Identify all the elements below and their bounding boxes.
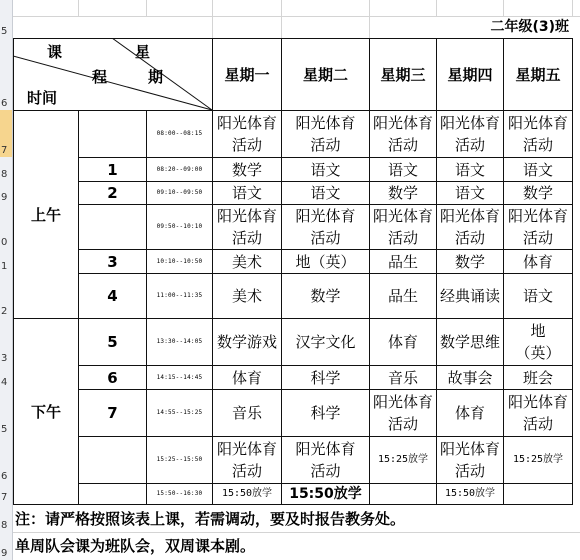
schedule-cell: 15:25放学: [512, 454, 564, 465]
schedule-cell: 15:50放学: [289, 486, 362, 502]
schedule-cell: [504, 484, 572, 504]
schedule-cell: 阳光体育活动: [372, 207, 433, 247]
schedule-cell: 数学: [522, 184, 553, 202]
schedule-cell: 体育: [387, 333, 418, 351]
day-header-wed: 星期三: [380, 65, 426, 84]
period-number: 4: [107, 287, 118, 305]
schedule-cell: 阳光体育活动: [216, 207, 277, 247]
row-number[interactable]: 4: [0, 365, 13, 389]
schedule-cell: 阳光体育活动: [295, 440, 356, 480]
period-number: 6: [107, 368, 118, 387]
schedule-cell: 阳光体育活动: [439, 440, 500, 480]
schedule-cell: 美术: [231, 252, 262, 271]
schedule-cell: 科学: [310, 404, 341, 422]
time-slot: 10:10--10:50: [156, 257, 203, 265]
period-number: 5: [107, 333, 118, 351]
schedule-cell: 阳光体育活动: [507, 207, 568, 247]
row-number[interactable]: 9: [0, 181, 13, 204]
day-header-mon: 星期一: [224, 65, 270, 84]
time-slot: 15:50--16:30: [156, 490, 203, 497]
header-label-xing: 星: [135, 43, 151, 61]
schedule-cell: 经典诵读: [439, 287, 500, 305]
header-label-cheng: 程: [92, 68, 108, 86]
row-number[interactable]: 8: [0, 157, 13, 181]
schedule-cell: 语文: [310, 184, 341, 202]
row-number[interactable]: 5: [0, 16, 13, 38]
schedule-cell: 语文: [231, 184, 262, 202]
schedule-cell: 15:50放学: [221, 488, 273, 499]
schedule-cell: 15:25放学: [377, 454, 429, 465]
class-label: 二年级(3)班: [490, 19, 569, 35]
schedule-cell: 语文: [454, 160, 485, 179]
schedule-cell: 体育: [454, 404, 485, 422]
schedule-cell: 汉字文化: [295, 333, 356, 351]
schedule-cell: 阳光体育活动: [507, 393, 568, 433]
time-slot: 11:00--11:35: [156, 292, 203, 299]
schedule-cell: 科学: [310, 368, 341, 387]
row-number[interactable]: 5: [0, 389, 13, 436]
row-number[interactable]: 2: [0, 273, 13, 318]
time-slot: 15:25--15:50: [156, 456, 203, 463]
schedule-cell: 语文: [522, 160, 553, 179]
time-slot: 09:10--09:50: [156, 189, 203, 196]
schedule-cell: 体育: [522, 252, 553, 271]
row-number[interactable]: 0: [0, 204, 13, 249]
schedule-cell: 数学游戏: [216, 333, 277, 351]
schedule-cell: 故事会: [447, 368, 493, 387]
time-slot: 08:20--09:00: [156, 165, 203, 173]
schedule-cell: 数学: [231, 160, 262, 179]
schedule-cell: 阳光体育活动: [439, 207, 500, 247]
schedule-cell: 语文: [454, 184, 485, 202]
period-number: 3: [107, 252, 118, 271]
schedule-cell: 阳光体育活动: [372, 393, 433, 433]
period-morning: 上午: [30, 205, 61, 224]
schedule-cell: 阳光体育活动: [295, 114, 356, 154]
schedule-cell: 音乐: [387, 368, 418, 387]
note-line-1: 注：请严格按照该表上课，若需调动，要及时报告教务处。: [15, 510, 406, 528]
period-number: 7: [107, 404, 118, 422]
schedule-cell: 数学思维: [439, 333, 500, 351]
time-slot: 14:15--14:45: [156, 373, 203, 381]
schedule-cell: 音乐: [231, 404, 262, 422]
time-slot: 14:55--15:25: [156, 409, 203, 416]
schedule-cell: 体育: [231, 368, 262, 387]
header-label-ke: 课: [47, 43, 63, 61]
row-number[interactable]: 6: [0, 436, 13, 483]
schedule-cell: 数学: [310, 287, 341, 305]
schedule-cell: 品生: [387, 252, 418, 271]
schedule-cell: 阳光体育活动: [439, 114, 500, 154]
row-number[interactable]: 7: [0, 110, 13, 157]
schedule-cell: 阳光体育活动: [507, 114, 568, 154]
period-number: 2: [107, 184, 118, 202]
row-number[interactable]: [0, 0, 13, 16]
period-afternoon: 下午: [30, 402, 61, 421]
time-slot: 09:50--10:10: [156, 223, 203, 230]
day-header-fri: 星期五: [515, 65, 561, 84]
schedule-cell: 品生: [387, 287, 418, 305]
header-label-qi: 期: [148, 68, 164, 86]
schedule-cell: 美术: [231, 287, 262, 305]
row-number[interactable]: 8: [0, 504, 13, 532]
schedule-cell: 语文: [387, 160, 418, 179]
schedule-cell: 数学: [454, 252, 485, 271]
row-number[interactable]: 6: [0, 38, 13, 110]
schedule-cell: 地（英）: [515, 322, 561, 362]
period-number: 1: [107, 160, 118, 179]
time-slot: 13:30--14:05: [156, 338, 203, 345]
row-number[interactable]: 7: [0, 483, 13, 504]
note-line-2: 单周队会课为班队会，双周课本剧。: [15, 537, 256, 555]
schedule-cell: 地（英）: [295, 252, 356, 271]
schedule-cell: 数学: [387, 184, 418, 202]
row-number[interactable]: 1: [0, 249, 13, 273]
row-number[interactable]: 3: [0, 318, 13, 365]
row-number[interactable]: 9: [0, 532, 13, 560]
schedule-cell: 阳光体育活动: [295, 207, 356, 247]
time-slot: 08:00--08:15: [156, 130, 203, 137]
schedule-cell: 阳光体育活动: [216, 114, 277, 154]
day-header-thu: 星期四: [447, 65, 493, 84]
schedule-cell: 15:50放学: [444, 488, 496, 499]
header-label-time: 时间: [27, 89, 58, 107]
schedule-cell: 阳光体育活动: [372, 114, 433, 154]
schedule-cell: 班会: [522, 368, 553, 387]
schedule-cell: 语文: [522, 287, 553, 305]
schedule-cell: 阳光体育活动: [216, 440, 277, 480]
day-header-tue: 星期二: [302, 65, 348, 84]
schedule-cell: 语文: [310, 160, 341, 179]
schedule-cell: [370, 484, 436, 504]
